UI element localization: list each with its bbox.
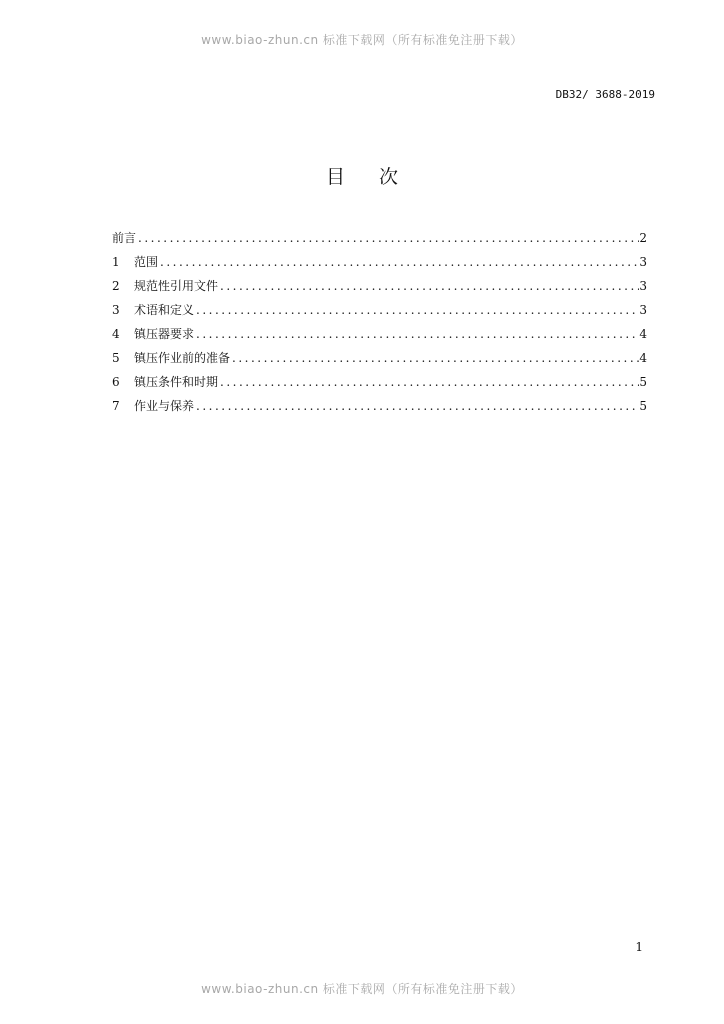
toc-entry-text: 作业与保养	[134, 399, 195, 413]
toc-entry-normative-references[interactable]	[112, 277, 647, 301]
toc-entry-page: 3	[639, 303, 647, 317]
toc-title: 目次	[325, 166, 432, 188]
toc-entry-foreword[interactable]	[112, 229, 647, 253]
toc-entry-page: 4	[639, 327, 647, 341]
toc-entry-page: 2	[639, 231, 647, 245]
toc-entry-number: 4	[112, 327, 120, 341]
toc-entry-number: 2	[112, 279, 120, 293]
toc-entry-roller-requirements[interactable]	[112, 325, 647, 349]
document-code: DB32/ 3688-2019	[555, 88, 655, 101]
watermark-top: www.biao-zhun.cn 标准下载网（所有标准免注册下载）	[201, 33, 523, 47]
toc-leader-dots	[194, 303, 639, 317]
toc-leader-dots	[136, 231, 639, 245]
toc-leader-dots	[218, 375, 639, 389]
toc-leader-dots	[218, 279, 639, 293]
toc-entry-operation-maintenance[interactable]	[112, 397, 647, 421]
table-of-contents	[112, 229, 647, 421]
toc-entry-text: 镇压器要求	[134, 327, 195, 341]
toc-leader-dots	[194, 399, 639, 413]
toc-entry-text: 镇压条件和时期	[134, 375, 219, 389]
toc-entry-number: 5	[112, 351, 120, 365]
toc-entry-terms-definitions[interactable]	[112, 301, 647, 325]
toc-entry-number: 6	[112, 375, 120, 389]
toc-entry-page: 3	[639, 255, 647, 269]
toc-entry-text: 前言	[112, 231, 137, 245]
watermark-bottom: www.biao-zhun.cn 标准下载网（所有标准免注册下载）	[201, 982, 523, 996]
toc-leader-dots	[194, 327, 639, 341]
toc-entry-page: 4	[639, 351, 647, 365]
page-number: 1	[635, 940, 643, 954]
toc-entry-preparation[interactable]	[112, 349, 647, 373]
toc-entry-page: 5	[639, 375, 647, 389]
toc-entry-text: 镇压作业前的准备	[134, 351, 231, 365]
toc-entry-number: 3	[112, 303, 120, 317]
toc-entry-page: 3	[639, 279, 647, 293]
toc-entry-number: 7	[112, 399, 120, 413]
toc-entry-page: 5	[639, 399, 647, 413]
toc-leader-dots	[158, 255, 639, 269]
toc-entry-text: 术语和定义	[134, 303, 195, 317]
toc-entry-text: 规范性引用文件	[134, 279, 219, 293]
toc-leader-dots	[230, 351, 639, 365]
toc-entry-scope[interactable]	[112, 253, 647, 277]
toc-entry-number: 1	[112, 255, 120, 269]
toc-entry-conditions-timing[interactable]	[112, 373, 647, 397]
toc-entry-text: 范围	[134, 255, 159, 269]
